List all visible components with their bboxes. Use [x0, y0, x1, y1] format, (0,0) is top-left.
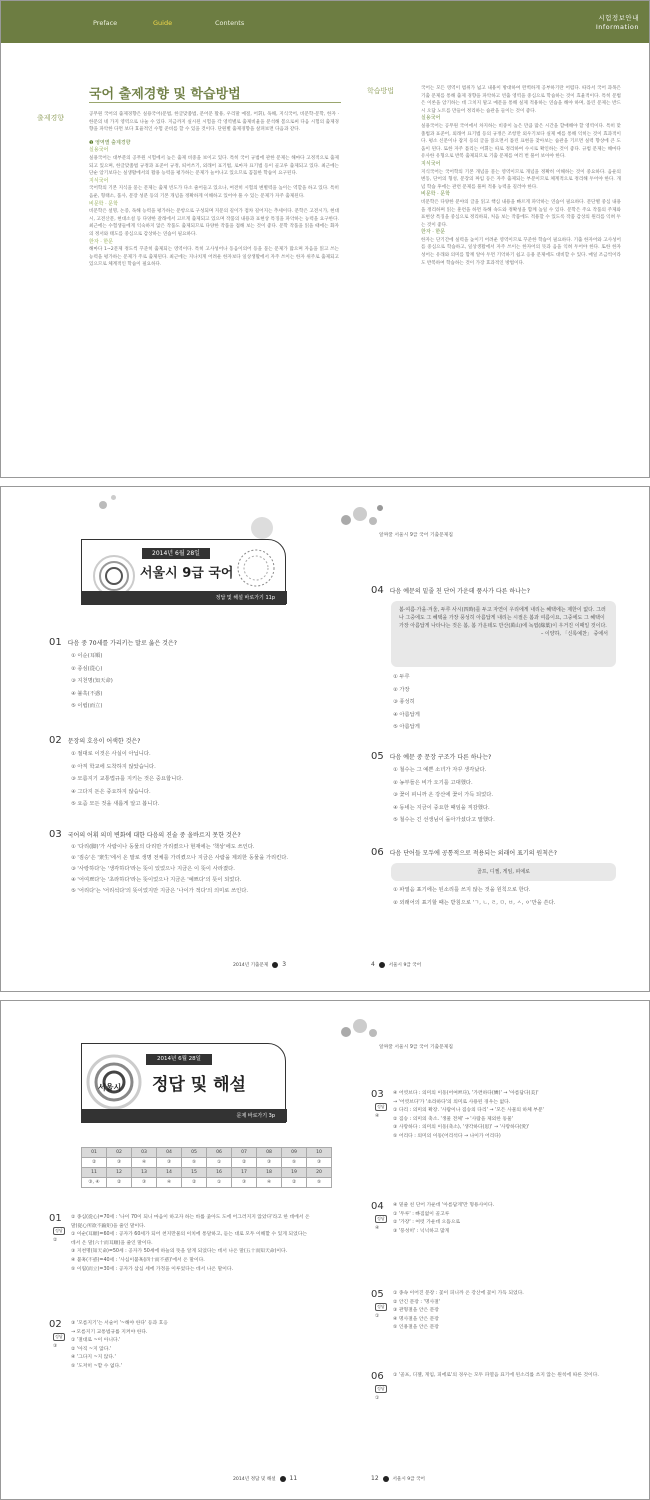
left-section-head: 지식국어 [89, 177, 109, 184]
right-section-text: 한자는 단기간에 실력을 높이기 어려운 영역이므로 꾸준한 학습이 필요하다. 기출 한자어와 고사성어를 중심으로 학습하고, 일상생활에서 자주 쓰이는 한자어의 뜻과 음을 익혀 두어야 한다. 또한 한자 성어는 유래와 의미를 함께 알아 두면 기억하기 쉽고 응용 문제에도 대비할 수 있다. 매일 조금씩이라도 반복하여 학습하는 것이 가장 효과적인 방법이다. [421, 237, 621, 266]
nav-contents[interactable]: Contents [215, 19, 245, 27]
question-text: 다음 예문 중 문장 구조가 다른 하나는? [389, 754, 492, 761]
table-cell: 14 [157, 1168, 182, 1178]
right-page-header: 알짜꿀 서울시 9급 국어 기출문제집 [379, 1045, 454, 1050]
table-cell: 13 [132, 1168, 157, 1178]
explanation-line: ③ 지천명(知天命)=50세 : 공자가 50세에 하늘의 뜻을 알게 되었다는 데서 나온 말(五十而知天命)이다. [71, 1249, 288, 1255]
answer-mark: ② [53, 1238, 58, 1243]
answer-banner [81, 1043, 286, 1123]
option[interactable]: ② 농부들은 비가 오기를 고대했다. [393, 779, 473, 786]
nav-guide[interactable]: Guide [153, 19, 173, 27]
passage-text: 봄·여름·가을·겨울, 두루 사시(四時)를 두고 자연이 우리에게 내리는 혜택에는 제한이 없다. 그러나 그중에도 그 혜택을 가장 풍성히 아름답게 내리는 시절은 봄과 여름이요, 그중에도 그 혜택이 가장 아름답게 나타나는 것은 봄, 봄 가운데도 만산(萬山)에 녹엽(綠葉)이 우거진 이때일 것이다. [399, 607, 607, 629]
passage-box-04 [391, 601, 616, 667]
option[interactable]: ④ 동네는 지금이 중요한 때임을 직감했다. [393, 804, 490, 811]
answer-mark: ① [375, 1314, 380, 1319]
table-cell: ⑤ [282, 1158, 307, 1168]
question-01 [49, 637, 177, 648]
left-section-text: 해마다 1~2문제 정도씩 꾸준히 출제되는 영역이다. 특히 고사성어나 동음이의어 등을 묻는 문제가 많으며 자음을 읽고 쓰는 능력을 평가하는 문제가 주로 출제된다. 최근에는 지나치게 어려운 한자보다 일상생활에서 자주 쓰이는 한자 위주로 출제되고 있으므로 체계적인 학습이 필요하다. [89, 247, 339, 268]
left-intro: 공무원 국어의 출제경향은 실용국어(문법, 한글맞춤법, 문어문 활용, 우리말 예절, 어휘), 독해, 지식국어, 비문학-문학, 한자 · 한문의 네 가지 영역으로 나눌 수 있다. 지금까지 실시된 시험을 각 영역별로 출제비율을 분석해 봄으로써 다음 시험의 출제경향을 파악한 다면 보다 효율적인 수험 준비를 할 수 있을 것이다. 단원별 출제경향을 살펴보면 다음과 같다. [89, 112, 339, 133]
answer-tag: 정답 [55, 1228, 63, 1233]
option[interactable]: ② 외래어의 표기할 때는 받침으로 'ㄱ, ㄴ, ㄹ, ㅁ, ㅂ, ㅅ, ㅇ'만을 쓴다. [393, 899, 556, 906]
option[interactable]: ① 철수는 그 예쁜 소녀가 자꾸 생각났다. [393, 767, 487, 773]
option[interactable]: ③ 모름지기 교통법규를 지키는 것은 중요합니다. [71, 776, 184, 782]
table-cell: 01 [82, 1148, 107, 1158]
option[interactable]: ② '짐승'은 '衆生'에서 온 말로 생명 전체를 가리켰으나 지금은 사람을 제외한 동물을 가리킨다. [71, 855, 289, 861]
page-number: 11 [289, 1475, 298, 1482]
table-cell: ② [232, 1158, 257, 1168]
explanation-line: ① 종속 이어진 문장 : 꽃이 피니까 온 강산에 꽃이 가득 되었다. [393, 1291, 524, 1296]
options-01 [71, 650, 113, 713]
answer-table-header-row [82, 1168, 332, 1178]
right-section-head: 지식국어 [421, 160, 441, 167]
table-cell: 19 [282, 1168, 307, 1178]
left-section-head: 비문학 · 문학 [89, 200, 118, 207]
answer-explanation-01 [71, 1214, 311, 1274]
title-rule [89, 102, 341, 103]
question-text: 문장의 호응이 어색한 것은? [67, 738, 141, 745]
explanation-line: ③ '풍성히' : 넉넉하고 많게 [393, 1228, 450, 1234]
page-number: 12 [371, 1475, 379, 1482]
option[interactable]: ④ 아름답게 [393, 711, 420, 718]
answer-table-row [82, 1178, 332, 1188]
right-section-head: 비문학 · 문학 [421, 191, 450, 198]
answer-number: 04 [371, 1201, 384, 1212]
options-04 [393, 671, 420, 734]
banner-date: 2014년 6월 28일 [142, 548, 210, 559]
page-footer-left [233, 961, 286, 968]
pattern-icon [232, 548, 280, 588]
table-cell: 02 [107, 1148, 132, 1158]
question-04 [371, 585, 530, 596]
exam-page [0, 486, 650, 992]
banner-city: 서울시 [98, 1083, 122, 1092]
explanation-line: ⑤ 이립(而立)=30세 : 공자가 삼십 세에 가정을 이루었다는 데서 나온 말이다. [71, 1266, 233, 1272]
answer-page [0, 1000, 650, 1500]
question-text: 다음 예문의 밑줄 친 단어 가운데 품사가 다른 하나는? [389, 588, 530, 595]
table-cell: ③ [132, 1178, 157, 1188]
page-dot [272, 962, 278, 968]
option[interactable]: ⑤ 이립(而立) [71, 703, 103, 709]
question-text: 다음 단어들 모두에 공통적으로 적용되는 외래어 표기의 원칙은? [389, 850, 557, 857]
table-cell: 11 [82, 1168, 107, 1178]
side-label-trend: 출제경향 [37, 114, 65, 122]
option[interactable]: ④ 불혹(不惑) [71, 690, 103, 697]
right-section-text: 비문학은 다양한 분야의 글을 읽고 핵심 내용을 빠르게 파악하는 연습이 필요하다. 문단별 중심 내용을 정리하며 읽는 훈련을 하면 독해 속도와 정확성을 함께 높일 수 있다. 문학은 주요 작품의 주제와 표현상 특징을 중심으로 정리하되, 처음 보는 작품에도 적용할 수 있도록 작품 감상의 원리를 익혀 두는 것이 좋다. [421, 199, 621, 228]
page-footer-right [371, 1475, 425, 1482]
explanation-line: ① '두루' : 빠짐없이 골고루 [393, 1211, 450, 1217]
answer-number: 02 [49, 1319, 62, 1330]
explanation-line: ④ '그다지 ~지 않다.' [71, 1355, 116, 1361]
option[interactable]: ③ 풍성히 [393, 699, 415, 705]
header-info-korean: 시험정보안내 [598, 14, 639, 22]
right-section-text: 실용국어는 공무원 국어에서 차지하는 비중이 높은 만큼 많은 시간을 할애해야 할 영역이다. 특히 맞춤법과 표준어, 외래어 표기법 등의 규정은 조항만 외우기보다 실제 예를 통해 익히는 것이 효과적이다. 평소 신문이나 잡지 등의 글을 읽으면서 틀린 표현을 찾아보는 습관을 기르면 실력 향상에 큰 도움이 된다. 또한 자주 틀리는 어휘는 따로 정리하여 수시로 확인하는 것이 좋다. 규범 문제는 해마다 유사한 유형으로 반복 출제되므로 기출 문제를 여러 번 풀어 보아야 한다. [421, 123, 621, 160]
table-cell: ③ [257, 1158, 282, 1168]
explanation-line: ② 짐승 : 의미의 축소. '생물 전체' → '사람을 제외한 동물' [393, 1116, 514, 1122]
table-cell: ① [207, 1178, 232, 1188]
explanation-line: → 모름지기 교통법규를 지켜야 한다. [71, 1329, 148, 1335]
answer-explanation-06 [393, 1372, 623, 1381]
answer-tag: 정답 [377, 1104, 385, 1109]
option[interactable]: ⑤ 요즘 모든 것을 새롭게 알고 봅니다. [71, 801, 160, 807]
explanation-line: ④ 밑줄 친 단어 가운데 '아름답게'만 형용사이다. [393, 1203, 495, 1208]
table-cell: 07 [232, 1148, 257, 1158]
page-footer-label: 2014년 기출문제 [233, 963, 269, 968]
option[interactable]: ④ 그다지 돈은 중요하지 않습니다. [71, 788, 151, 795]
option[interactable]: ① 이순(耳順) [71, 653, 103, 659]
right-section-text: 지식국어는 국어학의 기본 개념을 묻는 영역이므로 개념을 정확히 이해하는 것이 중요하다. 음운의 변동, 단어의 형성, 문장의 짜임 등은 자주 출제되는 부분이므로 체계적으로 정리해 두어야 한다. 개념 학습 후에는 관련 문제를 풀며 적용 능력을 길러야 한다. [421, 169, 621, 190]
question-03 [49, 829, 241, 840]
option[interactable]: ⑤ 철수는 긴 선생님이 돌아가셨다고 말했다. [393, 817, 495, 823]
question-05 [371, 751, 491, 762]
options-06 [393, 884, 555, 909]
page-number: 4 [371, 961, 375, 968]
right-section-head: 실용국어 [421, 115, 441, 122]
answer-number: 03 [371, 1089, 384, 1100]
banner-date: 2014년 6월 28일 [146, 1054, 212, 1065]
page-title: 국어 출제경향 및 학습방법 [89, 87, 241, 102]
question-number: 01 [49, 637, 62, 648]
page-footer-label: 서울시 9급 국어 [388, 963, 422, 968]
table-cell: 16 [207, 1168, 232, 1178]
answer-mark: ③ [53, 1344, 58, 1349]
right-column [421, 85, 621, 440]
left-section-head: 실용국어 [89, 147, 109, 154]
banner-subtitle: 문제 바로가기 3p [236, 1113, 275, 1119]
side-label-method: 학습방법 [367, 87, 395, 95]
options-03 [71, 842, 311, 897]
answer-mark: ④ [375, 1114, 380, 1119]
option[interactable]: ③ 지천명(知天命) [71, 678, 113, 684]
header-info-english: Information [595, 23, 639, 31]
answer-explanation-03 [393, 1090, 623, 1142]
explanation-line: ① '절대로 ~이 아니다.' [71, 1338, 121, 1344]
explanation-line: ② '아직 ~지 않다.' [71, 1346, 112, 1352]
right-intro: 국어는 모든 영역이 범위가 넓고 내용이 방대하여 완벽하게 공부하기란 어렵다. 따라서 국어 과목은 기출 문제를 통해 출제 경향을 파악하고 빈출 영역을 중심으로 학습하는 것이 효율적이다. 특히 문법은 이론을 암기하는 데 그치지 말고 예문을 통해 실제 적용하는 연습을 해야 하며, 틀린 문제는 반드시 오답 노트를 만들어 정리하는 습관을 들이는 것이 좋다. [421, 86, 621, 114]
explanation-line: ① '골프, 디젤, 게임, 피에로'의 경우는 모두 파열음 표기에 된소리를 쓰지 않는 원칙에 따른 것이다. [393, 1373, 599, 1378]
options-02 [71, 748, 183, 811]
table-cell: 18 [257, 1168, 282, 1178]
header-bar [1, 1, 650, 43]
table-cell: 15 [182, 1168, 207, 1178]
table-cell: 20 [307, 1168, 332, 1178]
table-cell: ② [282, 1178, 307, 1188]
left-section-text: 실용국어는 대부분의 공무원 시험에서 높은 출제 비중을 보이고 있다. 특히 국어 규범에 관한 문제는 해마다 고정적으로 출제되고 있으며, 한글맞춤법 규정과 표준어 규정, 띄어쓰기, 외래어 표기법, 로마자 표기법 등이 골고루 출제되고 있다. 최근에는 단순 암기보다는 실생활에서의 활용 능력을 평가하는 문제가 늘어나고 있으므로 꼼꼼한 학습이 요구된다. [89, 155, 339, 177]
table-cell: ② [107, 1178, 132, 1188]
exam-banner [81, 539, 286, 605]
table-cell: 08 [257, 1148, 282, 1158]
answer-explanation-04 [393, 1202, 623, 1236]
explanation-line: ④ 불혹(不惑)=40세 : '사십이불혹(四十而不惑)'에서 온 말이다. [71, 1257, 205, 1263]
answer-number: 01 [49, 1213, 62, 1224]
explanation-line: → '어엿브다'가 '초라하다'의 의미로 사용된 경우는 없다. [393, 1099, 511, 1105]
left-column [89, 111, 339, 426]
explanation-line: ⑤ '도저히 ~할 수 없다.' [71, 1363, 123, 1369]
explanation-line: ④ 명사절을 안은 문장 [393, 1316, 439, 1322]
word-box-06: 골프, 디젤, 게임, 피에로 [391, 863, 616, 881]
answer-tag: 정답 [377, 1304, 385, 1309]
passage-source: – 이양하, 「신록예찬」 중에서 [540, 631, 608, 637]
answer-table-header-row [82, 1148, 332, 1158]
option[interactable]: ① 절대로 이것은 사실이 아닙니다. [71, 751, 151, 757]
table-cell: ⑤ [307, 1178, 332, 1188]
option[interactable]: ① 파열음 표기에는 된소리를 쓰지 않는 것을 원칙으로 한다. [393, 887, 531, 893]
explanation-line: ① 이순(耳順)=60세 : 공자가 60세가 되어 천지만물의 이치에 통달하고, 듣는 대로 모두 이해할 수 있게 되었다는 데서 온 말(六十而耳順)을 줄인 말이다. [71, 1232, 307, 1246]
explanation-line: ① 다리 : 의미의 확장. '사람이나 짐승의 다리' → '모든 사물의 하체 부분' [393, 1108, 544, 1114]
table-cell: 04 [157, 1148, 182, 1158]
explanation-line: ② 안긴 문장 : '명사절' [393, 1299, 441, 1305]
question-number: 06 [371, 847, 384, 858]
page-dot [280, 1476, 286, 1482]
table-cell: ③ [107, 1158, 132, 1168]
answer-number: 05 [371, 1289, 384, 1300]
page-footer-right [371, 961, 421, 968]
banner-title: 서울시 9급 국어 [140, 566, 234, 581]
question-06 [371, 847, 557, 858]
table-cell: ③ [307, 1158, 332, 1168]
table-cell: ① [207, 1158, 232, 1168]
table-cell: ② [82, 1158, 107, 1168]
option[interactable]: ⑤ '어리다'는 '어리석다'의 뜻이었지만 지금은 '나이가 적다'의 의미로 쓰인다. [71, 888, 249, 894]
question-number: 02 [49, 735, 62, 746]
explanation-line: ③ '모름지기'는 서술어 '~해야 한다' 등과 호응 [71, 1321, 168, 1326]
header-info [596, 14, 639, 32]
option[interactable]: ② 아직 학교에 도착하지 않았습니다. [71, 763, 156, 770]
page-dot [383, 1476, 389, 1482]
table-cell: 10 [307, 1148, 332, 1158]
table-cell: 17 [232, 1168, 257, 1178]
explanation-line: ⑤ 어리다 : 의미의 이동(어리석다 → 나이가 어리다) [393, 1133, 501, 1139]
option[interactable]: ① '다리(脚)'가 사람이나 동물의 다리만 가리켰으나 현재에는 '책상'에도 쓰인다. [71, 844, 255, 850]
options-05 [393, 764, 495, 827]
left-section-head: 한자 · 한문 [89, 238, 114, 245]
page-footer-label: 2014년 정답 및 해설 [233, 1477, 276, 1482]
answer-number: 06 [371, 1371, 384, 1382]
table-cell: ④ [257, 1178, 282, 1188]
table-cell: ③ [232, 1178, 257, 1188]
question-text: 국어의 어휘 의미 변화에 대한 다음의 진술 중 올바르지 못한 것은? [67, 832, 241, 839]
table-cell: ④ [157, 1178, 182, 1188]
table-cell: 12 [107, 1168, 132, 1178]
answer-tag: 정답 [377, 1386, 385, 1391]
option[interactable]: ④ '어여쁘다'는 '초라하다'라는 뜻이었으나 지금은 '예쁘다'의 뜻이 되었다. [71, 877, 242, 883]
explanation-line: ⑤ 인용절을 안은 문장 [393, 1325, 439, 1331]
banner-title: 정답 및 해설 [152, 1075, 246, 1095]
explanation-line: ③ 사랑하다 : 의미의 이동(축소), '생각하다(思)' → '사랑하다(愛)' [393, 1125, 530, 1131]
option[interactable]: ③ 꽃이 피니까 온 강산에 꽃이 가득 되었다. [393, 792, 494, 798]
info-page [0, 0, 650, 478]
nav-preface[interactable]: Preface [93, 19, 118, 27]
answer-mark: ④ [375, 1226, 380, 1231]
answer-tag: 정답 [55, 1334, 63, 1339]
table-cell: ③, ④ [82, 1178, 107, 1188]
answer-mark: ① [375, 1396, 380, 1401]
left-section-text: 국어학의 기본 지식을 묻는 문제는 출제 빈도가 다소 줄어들고 있으나, 여전히 시험의 변별력을 높이는 역할을 하고 있다. 특히 음운, 형태소, 품사, 문장 성분 등의 기본 개념을 정확하게 이해하고 있어야 풀 수 있는 문제가 자주 출제된다. [89, 186, 339, 199]
page-footer-left [233, 1475, 297, 1482]
question-number: 04 [371, 585, 384, 596]
answer-table [81, 1147, 332, 1188]
table-cell: ⑤ [182, 1158, 207, 1168]
banner-subtitle: 정답 및 해설 바로가기 11p [215, 595, 275, 601]
option[interactable]: ① 두루 [393, 674, 410, 680]
answer-tag: 정답 [377, 1216, 385, 1221]
table-cell: 06 [207, 1148, 232, 1158]
answer-explanation-02 [71, 1320, 311, 1372]
explanation-line: ④ 어엿브다 : 의미의 이동(어여쁘다), '가련하다(憐)' → '아름답다(美)' [393, 1091, 539, 1096]
page-footer-label: 서울시 9급 국어 [392, 1477, 425, 1482]
table-cell: ③ [157, 1158, 182, 1168]
answer-table-row [82, 1158, 332, 1168]
option[interactable]: ② 가장 [393, 686, 410, 693]
question-text: 다음 중 70세를 가리키는 말로 옳은 것은? [67, 640, 177, 647]
option[interactable]: ③ '사랑하다'는 '생각하다'라는 뜻이 있었으나 지금은 이 뜻이 사라졌다. [71, 866, 235, 872]
question-number: 05 [371, 751, 384, 762]
explanation-line: ② 종심(從心)=70세 : '나이 70이 되니 마음이 하고자 하는 바를 좇아도 도에 어그러지지 않았다'라고 한 데에서 온 말(從心所欲不踰矩)을 줄인 말이다. [71, 1215, 310, 1229]
answer-explanation-05 [393, 1290, 623, 1333]
question-number: 03 [49, 829, 62, 840]
right-section-head: 한자 · 한문 [421, 229, 446, 236]
explanation-line: ③ 관형절을 안은 문장 [393, 1308, 439, 1314]
page-dot [379, 962, 385, 968]
table-cell: 09 [282, 1148, 307, 1158]
table-cell: ④ [132, 1158, 157, 1168]
right-page-header: 알짜꿀 서울시 9급 국어 기출문제집 [379, 533, 454, 538]
option[interactable]: ② 종심(從心) [71, 665, 103, 672]
table-cell: 05 [182, 1148, 207, 1158]
left-subtitle: ❶ 영역별 출제경향 [89, 139, 131, 146]
table-cell: 03 [132, 1148, 157, 1158]
page-number: 3 [282, 961, 287, 968]
question-02 [49, 735, 140, 746]
option[interactable]: ⑤ 아름답게 [393, 724, 420, 730]
table-cell: ② [182, 1178, 207, 1188]
explanation-line: ② '가장' : 여럿 가운데 으뜸으로 [393, 1220, 461, 1226]
left-section-text: 비문학은 설명, 논증, 독해 능력을 평가하는 문항으로 구성되며 지문의 길이가 점차 길어지는 추세이다. 문학은 고전시가, 현대시, 고전산문, 현대소설 등 다양한 갈래에서 고르게 출제되고 있으며 작품의 내용과 표현상 특징을 파악하는 능력을 요구한다. 최근에는 수험생들에게 익숙하지 않은 작품도 출제되므로 다양한 작품을 접해 보는 것이 좋다. 문학 작품을 읽을 때에는 화자의 정서와 태도를 중심으로 감상하는 연습이 필요하다. [89, 209, 339, 237]
